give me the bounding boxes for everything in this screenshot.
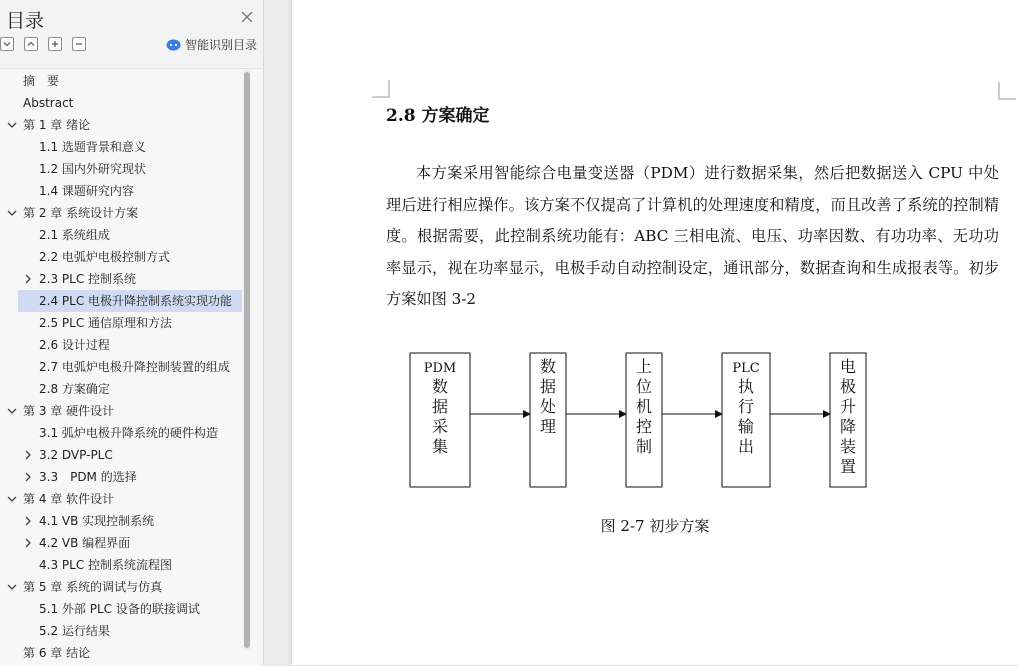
document-page — [292, 0, 1018, 665]
toc-item[interactable] — [0, 92, 244, 114]
diagram-block-text: 采 — [431, 417, 449, 436]
diagram-block-text: 集 — [431, 437, 449, 456]
toc-panel — [0, 0, 264, 665]
toc-item[interactable] — [0, 356, 244, 378]
chevron-down-icon[interactable] — [6, 202, 18, 224]
diagram-block-text: 数 — [539, 357, 557, 376]
toc-item[interactable] — [0, 114, 244, 136]
toc-item-label: 第 3 章 硬件设计 — [23, 404, 115, 418]
add-heading-button[interactable] — [48, 37, 62, 51]
toc-item-label: 2.2 电弧炉电极控制方式 — [39, 250, 170, 264]
diagram-block-text: 位 — [635, 377, 653, 396]
toc-item-label: 1.1 选题背景和意义 — [39, 140, 146, 154]
toc-item-label: 2.4 PLC 电极升降控制系统实现功能 — [39, 294, 233, 308]
ai-toc-label: 智能识别目录 — [185, 38, 258, 52]
toc-item[interactable] — [0, 642, 244, 664]
toc-item-label: Abstract — [23, 96, 74, 110]
diagram-block-text: 数 — [431, 377, 449, 396]
toc-item-label: 2.7 电弧炉电极升降控制装置的组成 — [39, 360, 230, 374]
diagram-block-text: 机 — [635, 397, 653, 416]
toc-item-label: 3.1 弧炉电极升降系统的硬件构造 — [39, 426, 218, 440]
toc-item[interactable] — [0, 400, 244, 422]
chevron-down-icon[interactable] — [6, 400, 18, 422]
toc-item-label: 第 5 章 系统的调试与仿真 — [23, 580, 163, 594]
toc-list — [0, 68, 262, 666]
diagram-block-text: 上 — [635, 357, 653, 376]
collapse-all-button[interactable] — [0, 37, 14, 51]
toc-item-label: 2.6 设计过程 — [39, 338, 110, 352]
toc-item[interactable] — [0, 422, 244, 444]
toc-item-label: 3.2 DVP-PLC — [39, 448, 113, 462]
toc-item-label: 4.2 VB 编程界面 — [39, 536, 131, 550]
toc-item[interactable] — [0, 378, 244, 400]
scrollbar-thumb[interactable] — [244, 72, 250, 648]
toc-item[interactable] — [0, 312, 244, 334]
toc-item[interactable] — [0, 202, 244, 224]
diagram-block-text: 制 — [635, 437, 653, 456]
toc-item-label: 2.1 系统组成 — [39, 228, 110, 242]
diagram-block-text: 行 — [737, 397, 755, 416]
toc-item[interactable] — [0, 224, 244, 246]
toc-item[interactable] — [0, 246, 244, 268]
diagram-block-text: 装 — [839, 437, 857, 456]
toc-item-label: 1.2 国内外研究现状 — [39, 162, 146, 176]
diagram-block-text: 置 — [839, 457, 857, 476]
toc-item[interactable] — [0, 444, 244, 466]
toc-item[interactable] — [18, 290, 242, 312]
diagram-block-text: 升 — [839, 397, 857, 416]
flow-diagram — [402, 345, 872, 495]
chevron-right-icon[interactable] — [22, 444, 34, 466]
diagram-block-text: PDM — [423, 361, 457, 376]
chevron-down-icon[interactable] — [6, 114, 18, 136]
diagram-block-text: 出 — [737, 437, 755, 456]
toc-item[interactable] — [0, 334, 244, 356]
chevron-down-icon[interactable] — [6, 488, 18, 510]
diagram-block-text: 处 — [539, 397, 557, 416]
toc-item[interactable] — [0, 510, 244, 532]
chevron-down-icon[interactable] — [6, 576, 18, 598]
toc-item[interactable] — [0, 554, 244, 576]
toc-item[interactable] — [0, 598, 244, 620]
toc-item[interactable] — [0, 466, 244, 488]
diagram-block-text: 控 — [635, 417, 653, 436]
toc-title: 目录 — [6, 10, 45, 32]
chevron-right-icon[interactable] — [22, 268, 34, 290]
toc-item-label: 第 1 章 绪论 — [23, 118, 91, 132]
body-paragraph: 本方案采用智能综合电量变送器（PDM）进行数据采集，然后把数据送入 CPU 中处理后进行相应操作。该方案不仅提高了计算机的处理速度和精度，而且改善了系统的控制精度。根据需要，此控制系统功能有：ABC 三相电流、电压、功率因数、有功功率、无功功率显示，视在功率显示，电极手动自动控制设定，通讯部分，数据查询和生成报表等。初步方案如图 3-2 — [386, 164, 999, 308]
toc-item-label: 2.8 方案确定 — [39, 382, 110, 396]
toc-item[interactable] — [0, 532, 244, 554]
ai-toc-button[interactable] — [166, 36, 257, 53]
toc-item[interactable] — [0, 620, 244, 642]
diagram-block-text: 极 — [839, 377, 857, 396]
toc-item[interactable] — [0, 180, 244, 202]
toc-item-label: 4.1 VB 实现控制系统 — [39, 514, 155, 528]
toc-item-label: 2.3 PLC 控制系统 — [39, 272, 137, 286]
toc-item-label: 5.2 运行结果 — [39, 624, 110, 638]
ai-cloud-icon — [166, 38, 181, 51]
toc-item-label: 4.3 PLC 控制系统流程图 — [39, 558, 173, 572]
chevron-right-icon[interactable] — [22, 510, 34, 532]
margin-corner-mark — [372, 80, 390, 98]
toc-item[interactable] — [0, 576, 244, 598]
remove-heading-button[interactable] — [72, 37, 86, 51]
toc-item-label: 3.3 PDM 的选择 — [39, 470, 137, 484]
toc-item-label: 第 6 章 结论 — [23, 646, 91, 660]
toc-item-label: 5.1 外部 PLC 设备的联接调试 — [39, 602, 200, 616]
close-icon[interactable] — [238, 8, 256, 26]
diagram-block-text: 降 — [839, 417, 857, 436]
diagram-block-text: 据 — [431, 397, 449, 416]
expand-up-button[interactable] — [24, 37, 38, 51]
section-heading: 2.8 方案确定 — [386, 106, 490, 126]
diagram-block-text: PLC — [732, 361, 760, 376]
chevron-right-icon[interactable] — [22, 532, 34, 554]
diagram-block-text: 执 — [737, 377, 755, 396]
margin-corner-mark — [998, 82, 1016, 100]
toc-item-label: 第 2 章 系统设计方案 — [23, 206, 139, 220]
toc-item-label: 第 4 章 软件设计 — [23, 492, 115, 506]
toc-item[interactable] — [0, 158, 244, 180]
diagram-block-text: 输 — [737, 417, 755, 436]
toc-item-label: 2.5 PLC 通信原理和方法 — [39, 316, 173, 330]
figure-caption: 图 2-7 初步方案 — [600, 517, 710, 535]
toc-item[interactable] — [0, 488, 244, 510]
chevron-right-icon[interactable] — [22, 466, 34, 488]
toc-item[interactable] — [0, 268, 244, 290]
diagram-block-text: 据 — [539, 377, 557, 396]
diagram-block-text: 理 — [539, 417, 557, 436]
toc-item[interactable] — [0, 70, 244, 92]
toc-item-label: 1.4 课题研究内容 — [39, 184, 134, 198]
diagram-block-text: 电 — [839, 357, 857, 376]
toc-item[interactable] — [0, 136, 244, 158]
toc-item-label: 摘 要 — [23, 74, 60, 88]
